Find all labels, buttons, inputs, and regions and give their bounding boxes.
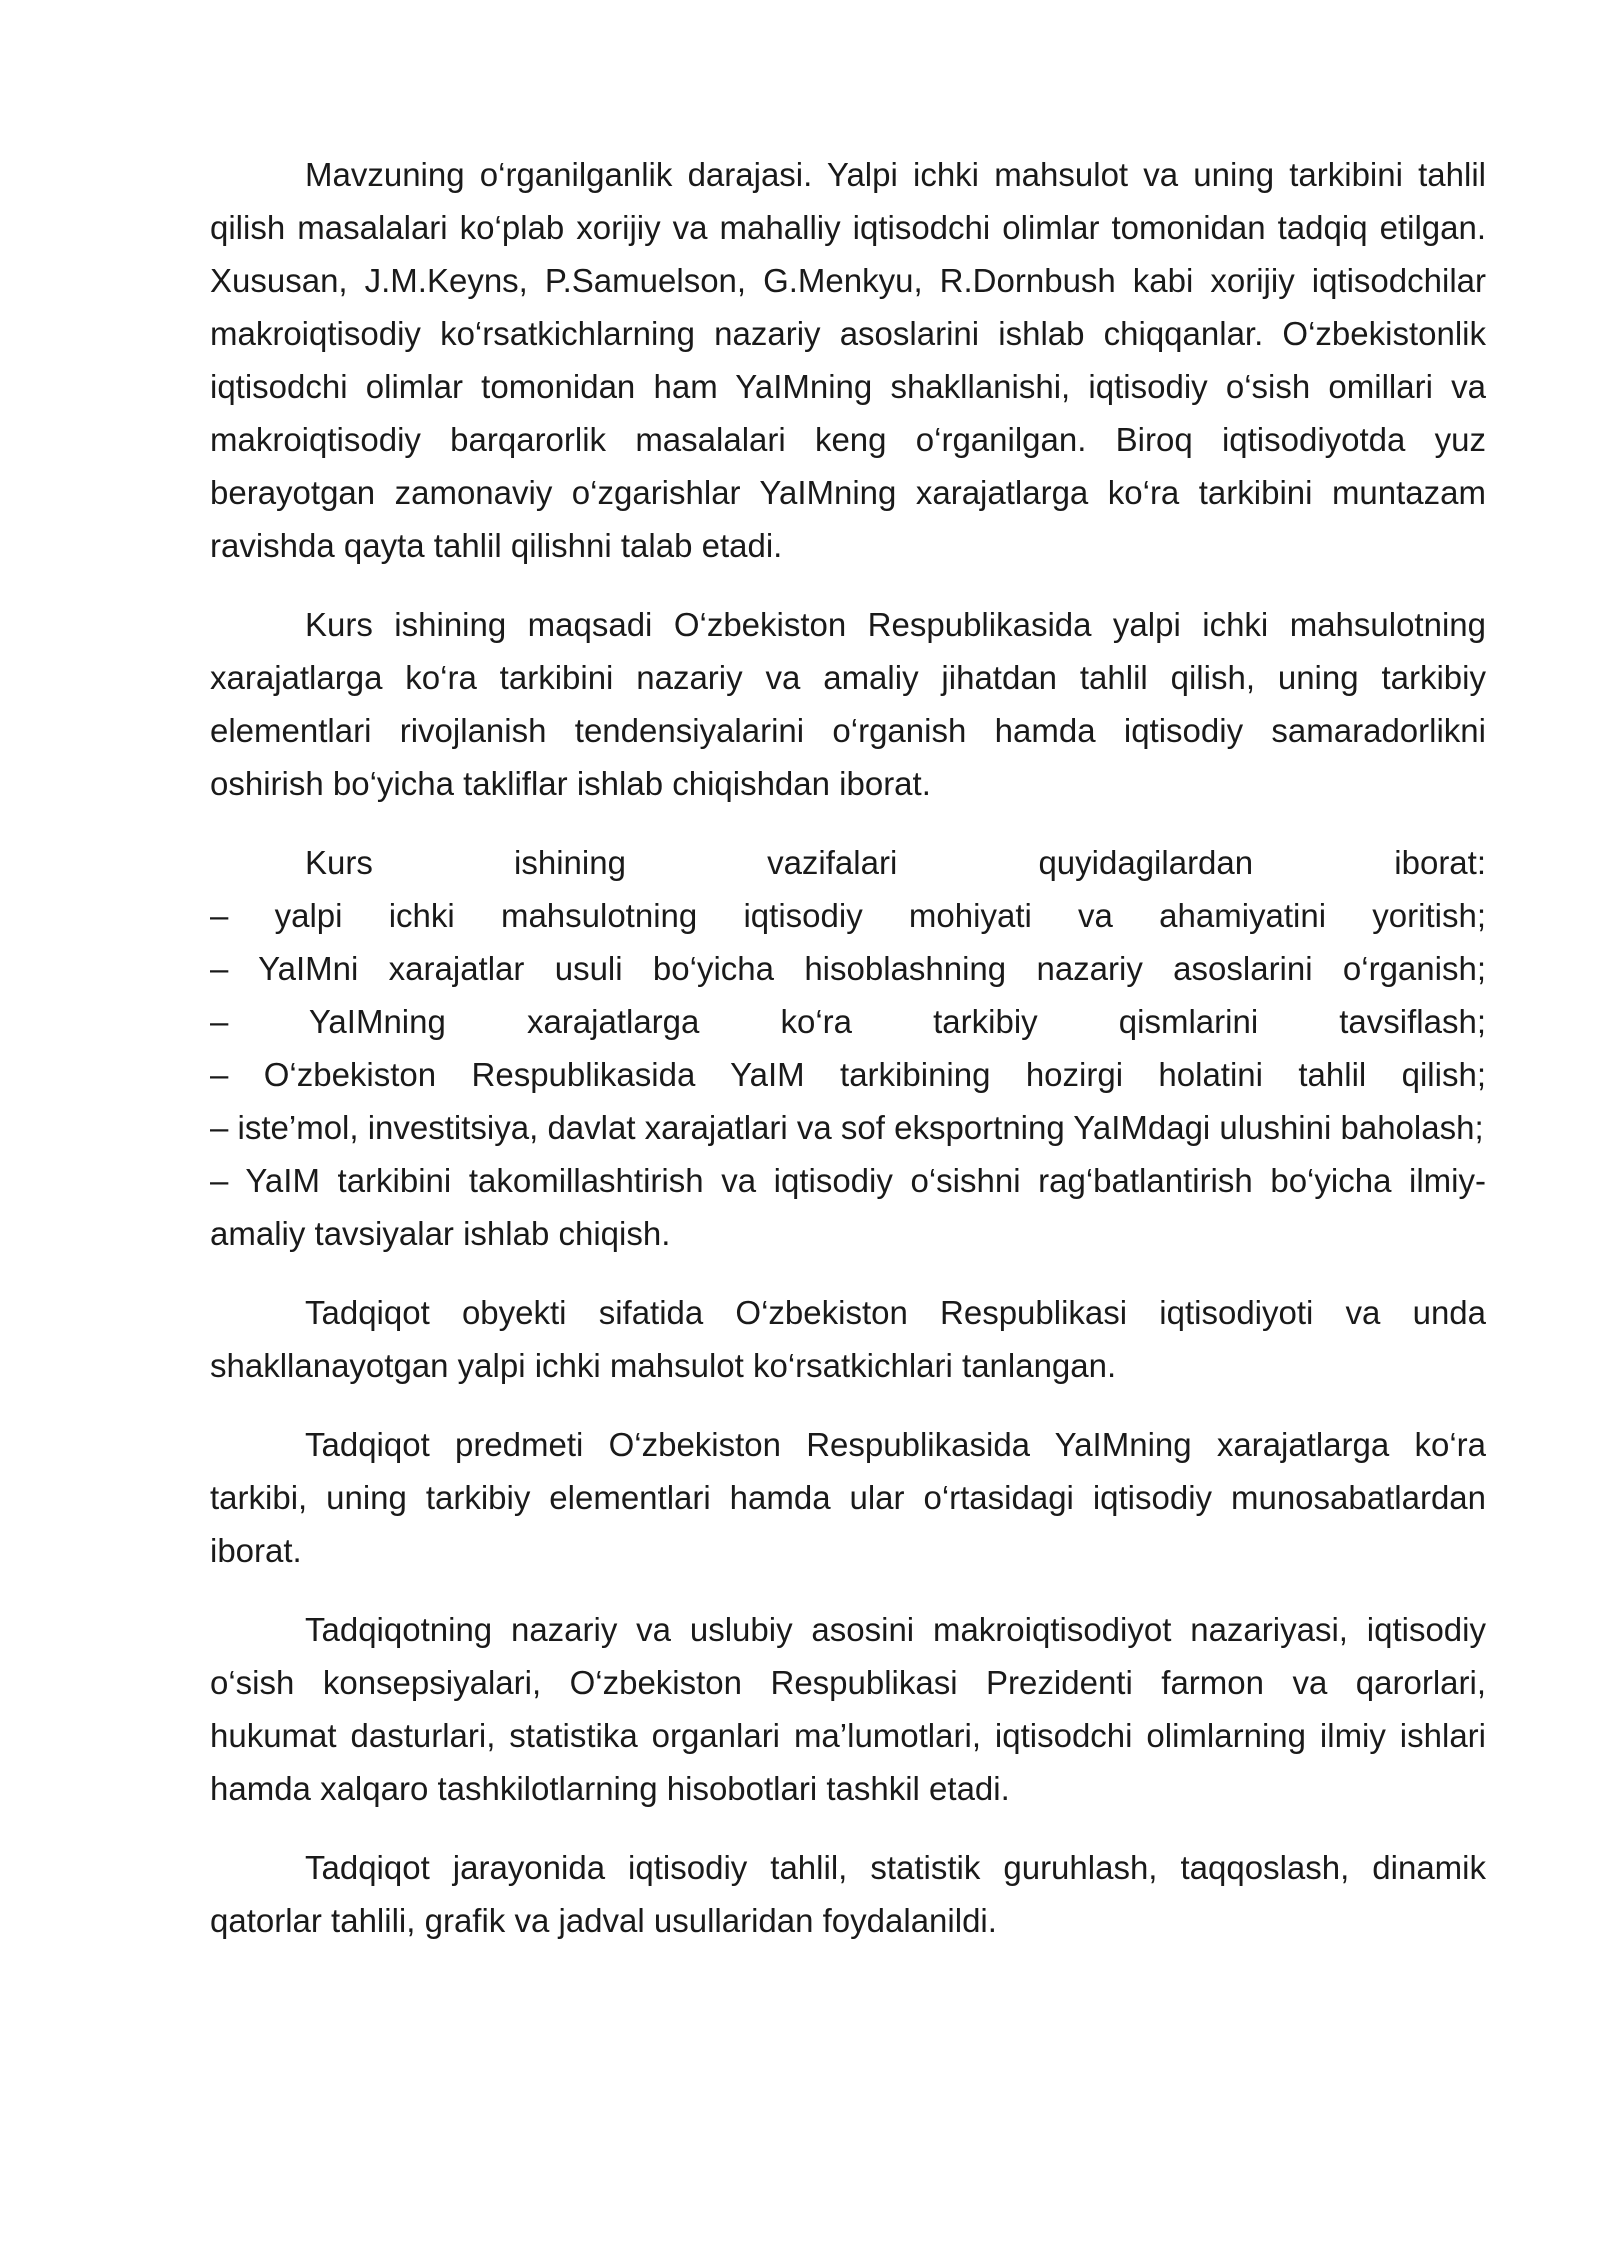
paragraph-research-subject: Tadqiqot predmeti O‘zbekiston Respublikasida YaIMning xarajatlarga ko‘ra tarkibi, uning tarkibiy elementlari hamda ular o‘rtasidagi iqtisodiy munosabatlardan iborat. — [210, 1426, 1486, 1569]
paragraph-course-goal: Kurs ishining maqsadi O‘zbekiston Respublikasida yalpi ichki mahsulotning xarajatlarga ko‘ra tarkibini nazariy va amaliy jihatdan tahlil qilish, uning tarkibiy elementlari rivojlanish tendensiyalarini o‘rganish hamda iqtisodiy samaradorlikni oshirish bo‘yicha takliflar ishlab chiqishdan iborat. — [210, 606, 1486, 802]
document-page — [210, 148, 1486, 1973]
task-list — [210, 889, 1486, 1260]
paragraph-research-degree: Mavzuning o‘rganilganlik darajasi. Yalpi ichki mahsulot va uning tarkibini tahlil qilish masalalari ko‘plab xorijiy va mahalliy iqtisodchi olimlar tomonidan tadqiq etilgan. Xususan, J.M.Keyns, P.Samuelson, G.Menkyu, R.Dornbush kabi xorijiy iqtisodchilar makroiqtisodiy ko‘rsatkichlarning nazariy asoslarini ishlab chiqqanlar. O‘zbekistonlik iqtisodchi olimlar tomonidan ham YaIMning shakllanishi, iqtisodiy o‘sish omillari va makroiqtisodiy barqarorlik masalalari keng o‘rganilgan. Biroq iqtisodiyotda yuz berayotgan zamonaviy o‘zgarishlar YaIMning xarajatlarga ko‘ra tarkibini muntazam ravishda qayta tahlil qilishni talab etadi. — [210, 156, 1486, 564]
list-item: – YaIM tarkibini takomillashtirish va iqtisodiy o‘sishni rag‘batlantirish bo‘yicha ilmiy-amaliy tavsiyalar ishlab chiqish. — [210, 1162, 1486, 1252]
paragraph-methods: Tadqiqot jarayonida iqtisodiy tahlil, statistik guruhlash, taqqoslash, dinamik qatorlar tahlili, grafik va jadval usullaridan foydalanildi. — [210, 1849, 1486, 1939]
paragraph-research-object: Tadqiqot obyekti sifatida O‘zbekiston Respublikasi iqtisodiyoti va unda shakllanayotgan yalpi ichki mahsulot ko‘rsatkichlari tanlangan. — [210, 1294, 1486, 1384]
list-item: – YaIMni xarajatlar usuli bo‘yicha hisoblashning nazariy asoslarini o‘rganish; — [210, 950, 1486, 987]
paragraph-methodology: Tadqiqotning nazariy va uslubiy asosini makroiqtisodiyot nazariyasi, iqtisodiy o‘sish konsepsiyalari, O‘zbekiston Respublikasi Prezidenti farmon va qarorlari, hukumat dasturlari, statistika organlari ma’lumotlari, iqtisodchi olimlarning ilmiy ishlari hamda xalqaro tashkilotlarning hisobotlari tashkil etadi. — [210, 1611, 1486, 1807]
list-item: – yalpi ichki mahsulotning iqtisodiy mohiyati va ahamiyatini yoritish; — [210, 897, 1486, 934]
list-item: – YaIMning xarajatlarga ko‘ra tarkibiy qismlarini tavsiflash; — [210, 1003, 1486, 1040]
tasks-heading: Kurs ishining vazifalari quyidagilardan iborat: — [305, 844, 1486, 881]
list-item: – iste’mol, investitsiya, davlat xarajatlari va sof eksportning YaIMdagi ulushini baholash; — [210, 1109, 1484, 1146]
list-item: – O‘zbekiston Respublikasida YaIM tarkibining hozirgi holatini tahlil qilish; — [210, 1056, 1486, 1093]
